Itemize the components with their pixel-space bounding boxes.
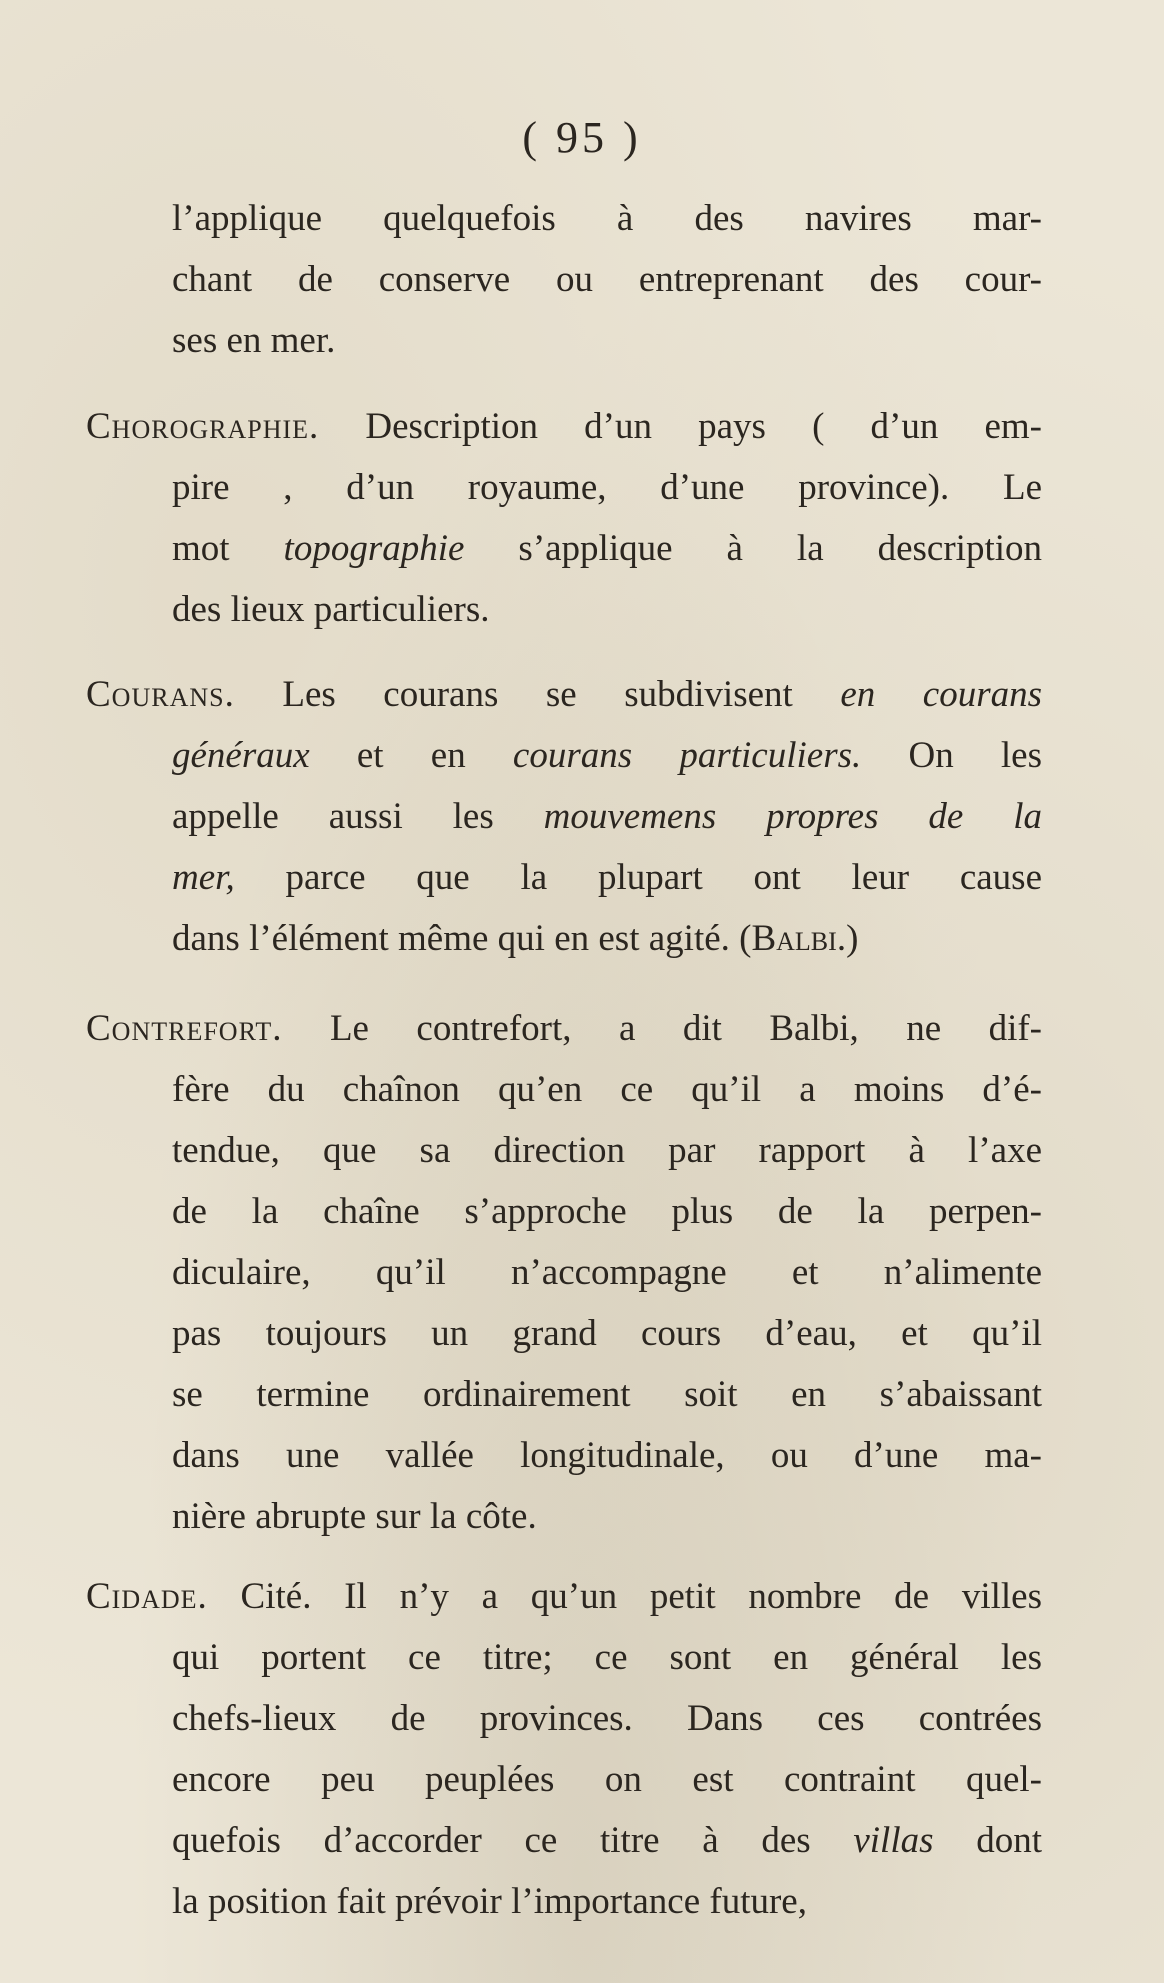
text-line [86, 1566, 1042, 1627]
text-run: chant de conserve ou entreprenant des cour- [172, 259, 1042, 300]
entry-chorographie [86, 396, 1042, 640]
entry-headword: Cidade. [86, 1576, 208, 1617]
text-run: dont [933, 1820, 1042, 1861]
text-line [86, 998, 1042, 1059]
text-run: Les courans se subdivisent [234, 674, 841, 715]
text-run: mot [172, 528, 284, 569]
text-line [86, 457, 1042, 518]
text-line [86, 249, 1042, 310]
text-run: se termine ordinairement soit en s’abaissant [172, 1374, 1042, 1415]
italic-text: généraux [172, 735, 310, 776]
text-line [86, 1810, 1042, 1871]
text-run: ses en mer. [172, 320, 336, 361]
text-run: des lieux particuliers. [172, 589, 490, 630]
entry-continuation [86, 188, 1042, 371]
text-run: qui portent ce titre; ce sont en général les [172, 1637, 1042, 1678]
text-run: dans une vallée longitudinale, ou d’une ma- [172, 1435, 1042, 1476]
italic-text: topographie [283, 528, 465, 569]
italic-text: mouvemens propres de la [543, 796, 1042, 837]
entry-headword: Courans. [86, 674, 235, 715]
text-line [86, 847, 1042, 908]
text-line [86, 1627, 1042, 1688]
text-line [86, 1303, 1042, 1364]
text-line [86, 1871, 1042, 1932]
text-run: On les [861, 735, 1042, 776]
text-run: dans l’élément même qui en est agité. ( [172, 918, 752, 959]
text-run: quefois d’accorder ce titre à des [172, 1820, 854, 1861]
text-line [86, 310, 1042, 371]
text-line [86, 725, 1042, 786]
text-run: pas toujours un grand cours d’eau, et qu’il [172, 1313, 1042, 1354]
entry-contrefort [86, 998, 1042, 1547]
text-run: Description d’un pays ( d’un em- [319, 406, 1042, 447]
text-run: chefs-lieux de provinces. Dans ces contrées [172, 1698, 1042, 1739]
text-line [86, 1486, 1042, 1547]
text-run: s’applique à la description [464, 528, 1043, 569]
entry-headword: Chorographie. [86, 406, 320, 447]
text-run: Le contrefort, a dit Balbi, ne dif- [282, 1008, 1042, 1049]
text-line [86, 1242, 1042, 1303]
text-run: .) [836, 918, 859, 959]
text-line [86, 1688, 1042, 1749]
page-number: ( 95 ) [522, 113, 642, 162]
text-run: l’applique quelquefois à des navires mar- [172, 198, 1042, 239]
text-run: fère du chaînon qu’en ce qu’il a moins d’é- [172, 1069, 1042, 1110]
text-line [86, 1749, 1042, 1810]
text-run: Cité. Il n’y a qu’un petit nombre de villes [207, 1576, 1042, 1617]
text-line [86, 1120, 1042, 1181]
text-run: tendue, que sa direction par rapport à l’axe [172, 1130, 1042, 1171]
text-line [86, 518, 1042, 579]
text-line [86, 908, 1042, 969]
text-line [86, 1425, 1042, 1486]
text-run: la position fait prévoir l’importance future, [172, 1881, 807, 1922]
text-run: Balbi [751, 918, 837, 959]
text-line [86, 1364, 1042, 1425]
text-line [86, 664, 1042, 725]
text-line [86, 1059, 1042, 1120]
text-line [86, 396, 1042, 457]
italic-text: villas [853, 1820, 934, 1861]
text-run: de la chaîne s’approche plus de la perpen- [172, 1191, 1042, 1232]
text-run: encore peu peuplées on est contraint quel- [172, 1759, 1042, 1800]
entry-headword: Contrefort. [86, 1008, 283, 1049]
text-line [86, 1181, 1042, 1242]
text-run: et en [309, 735, 513, 776]
text-line [86, 188, 1042, 249]
text-run: diculaire, qu’il n’accompagne et n’alimente [172, 1252, 1042, 1293]
italic-text: en courans [840, 674, 1042, 715]
text-run: appelle aussi les [172, 796, 544, 837]
text-run: pire , d’un royaume, d’une province). Le [172, 467, 1042, 508]
text-line [86, 579, 1042, 640]
italic-text: mer, [172, 857, 235, 898]
text-run: parce que la plupart ont leur cause [234, 857, 1042, 898]
text-run: nière abrupte sur la côte. [172, 1496, 537, 1537]
entry-courans [86, 664, 1042, 969]
italic-text: courans particuliers. [512, 735, 862, 776]
entry-cidade [86, 1566, 1042, 1932]
text-line [86, 786, 1042, 847]
